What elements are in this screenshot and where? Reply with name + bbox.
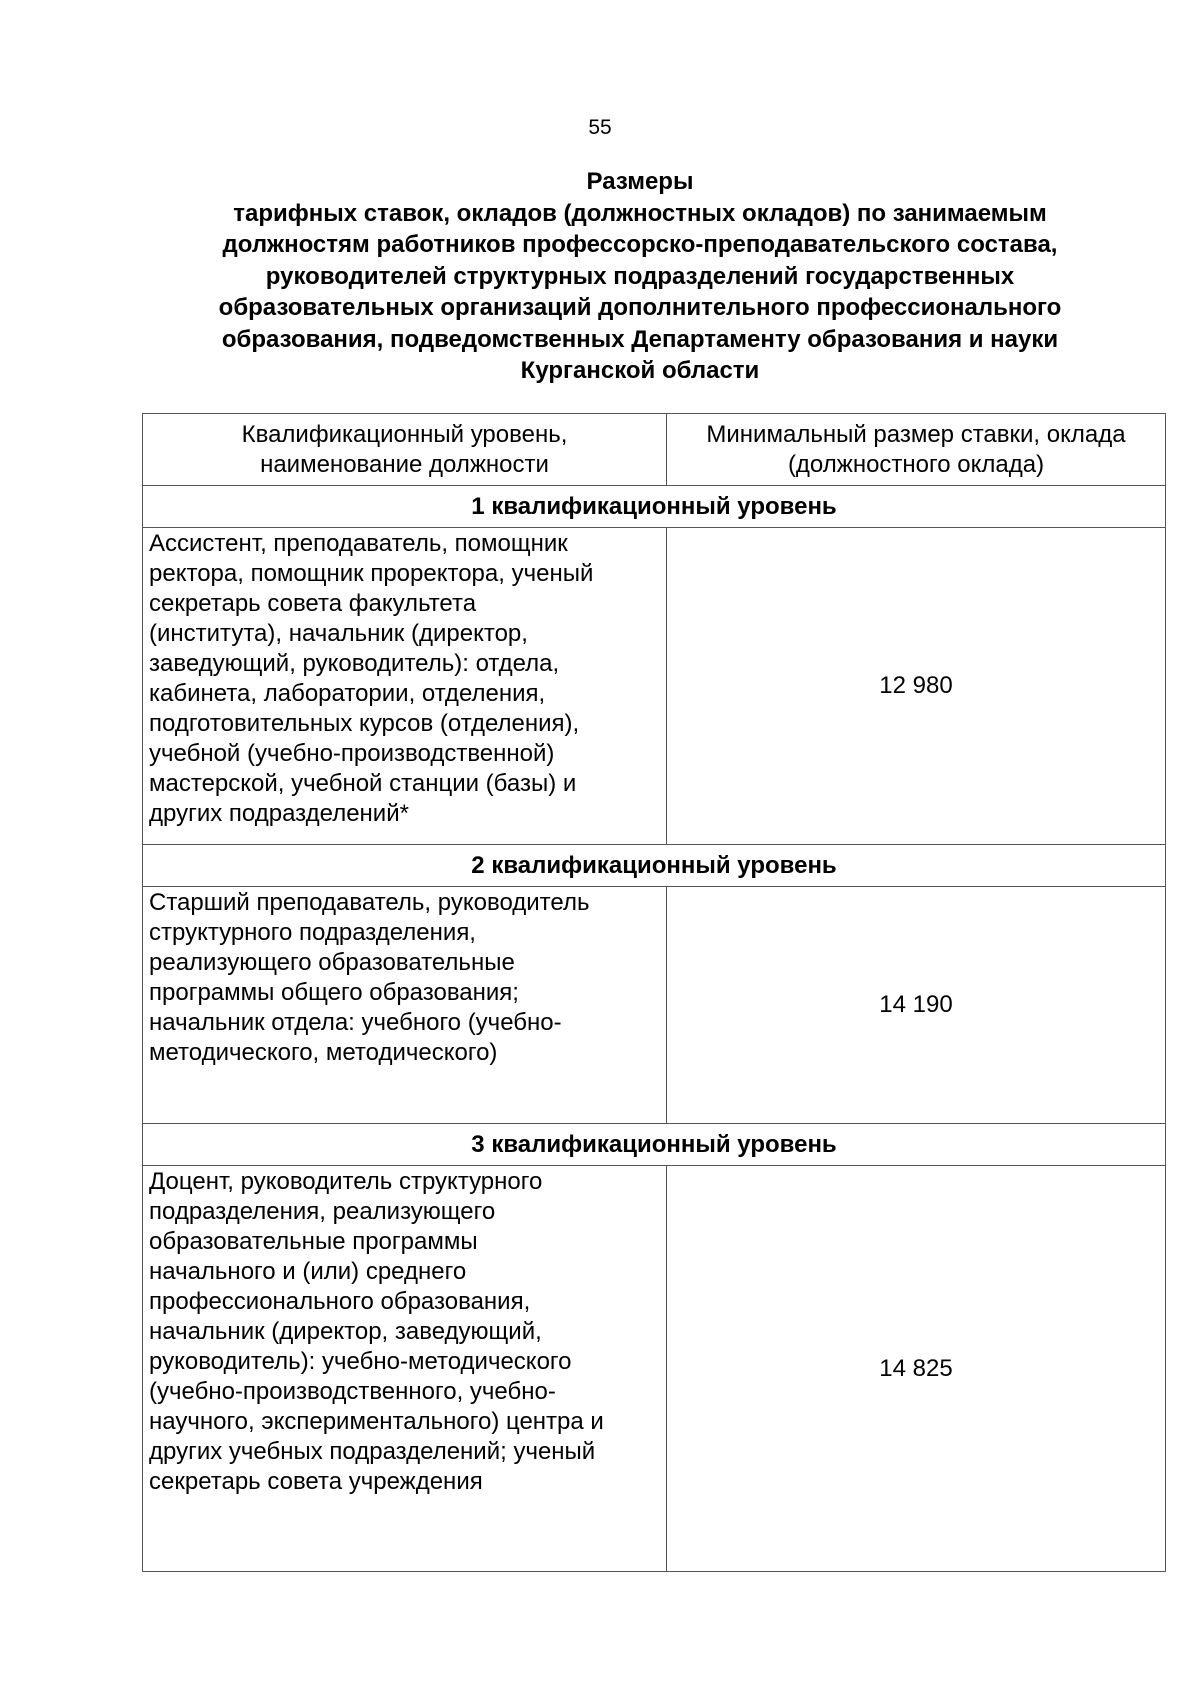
level-heading-row xyxy=(143,1124,1166,1166)
level-heading-row xyxy=(143,845,1166,887)
position-line: образовательные программы xyxy=(149,1228,478,1255)
title-line: Курганской области xyxy=(520,357,760,384)
header-position-line: наименование должности xyxy=(260,450,549,478)
position-line: профессионального образования, xyxy=(149,1288,531,1315)
header-position-cell xyxy=(143,414,667,486)
table-row xyxy=(143,887,1166,1124)
salary-cell: 14 825 xyxy=(667,1166,1166,1572)
position-line: реализующего образовательные xyxy=(149,949,515,976)
position-line: начального и (или) среднего xyxy=(149,1258,467,1285)
level-heading: 3 квалификационный уровень xyxy=(143,1124,1166,1166)
header-salary-line: (должностного оклада) xyxy=(787,450,1045,478)
position-line: начальник (директор, заведующий, xyxy=(149,1318,542,1345)
salary-cell: 12 980 xyxy=(667,528,1166,845)
position-line: структурного подразделения, xyxy=(149,919,476,946)
position-line: подготовительных курсов (отделения), xyxy=(149,710,580,737)
table-row xyxy=(143,1166,1166,1572)
position-line: учебной (учебно-производственной) xyxy=(149,740,555,767)
position-line: научного, экспериментального) центра и xyxy=(149,1408,604,1435)
salary-cell: 14 190 xyxy=(667,887,1166,1124)
level-heading: 2 квалификационный уровень xyxy=(143,845,1166,887)
position-line: методического, методического) xyxy=(149,1039,498,1066)
page-number: 55 xyxy=(588,116,612,139)
header-salary-line: Минимальный размер ставки, оклада xyxy=(706,420,1126,448)
position-line: подразделения, реализующего xyxy=(149,1198,496,1225)
position-cell xyxy=(143,887,667,1124)
position-line: (учебно-производственного, учебно- xyxy=(149,1378,556,1405)
title-line: руководителей структурных подразделений государственных xyxy=(265,262,1015,290)
level-heading-row xyxy=(143,486,1166,528)
position-line: начальник отдела: учебного (учебно- xyxy=(149,1009,562,1036)
position-line: заведующий, руководитель): отдела, xyxy=(149,650,560,677)
level-heading: 1 квалификационный уровень xyxy=(143,486,1166,528)
position-line: Старший преподаватель, руководитель xyxy=(149,889,590,916)
title-line: должностям работников профессорско-преподавательского состава, xyxy=(222,231,1058,258)
document-title xyxy=(160,166,1120,387)
position-cell xyxy=(143,528,667,845)
position-line: секретарь совета учреждения xyxy=(149,1468,483,1495)
position-line: кабинета, лаборатории, отделения, xyxy=(149,680,546,707)
header-salary-cell xyxy=(667,414,1166,486)
table-row xyxy=(143,528,1166,845)
salary-table xyxy=(142,413,1166,1572)
title-line: образования, подведомственных Департаменту образования и науки xyxy=(221,325,1059,353)
table-header-row xyxy=(143,414,1166,486)
position-line: (института), начальник (директор, xyxy=(149,620,528,647)
position-line: секретарь совета факультета xyxy=(149,590,477,617)
position-line: программы общего образования; xyxy=(149,979,519,1006)
position-line: ректора, помощник проректора, ученый xyxy=(149,560,594,587)
header-position-line: Квалификационный уровень, xyxy=(241,420,568,448)
title-line: тарифных ставок, окладов (должностных окладов) по занимаемым xyxy=(233,199,1047,227)
position-line: Доцент, руководитель структурного xyxy=(149,1168,543,1195)
position-line: мастерской, учебной станции (базы) и xyxy=(149,770,577,797)
position-line: других подразделений* xyxy=(149,800,409,827)
title-line: Размеры xyxy=(586,168,694,195)
position-cell xyxy=(143,1166,667,1572)
title-line: образовательных организаций дополнительного профессионального xyxy=(218,294,1062,321)
position-line: руководитель): учебно-методического xyxy=(149,1348,572,1375)
position-line: других учебных подразделений; ученый xyxy=(149,1438,596,1465)
position-line: Ассистент, преподаватель, помощник xyxy=(149,530,568,557)
